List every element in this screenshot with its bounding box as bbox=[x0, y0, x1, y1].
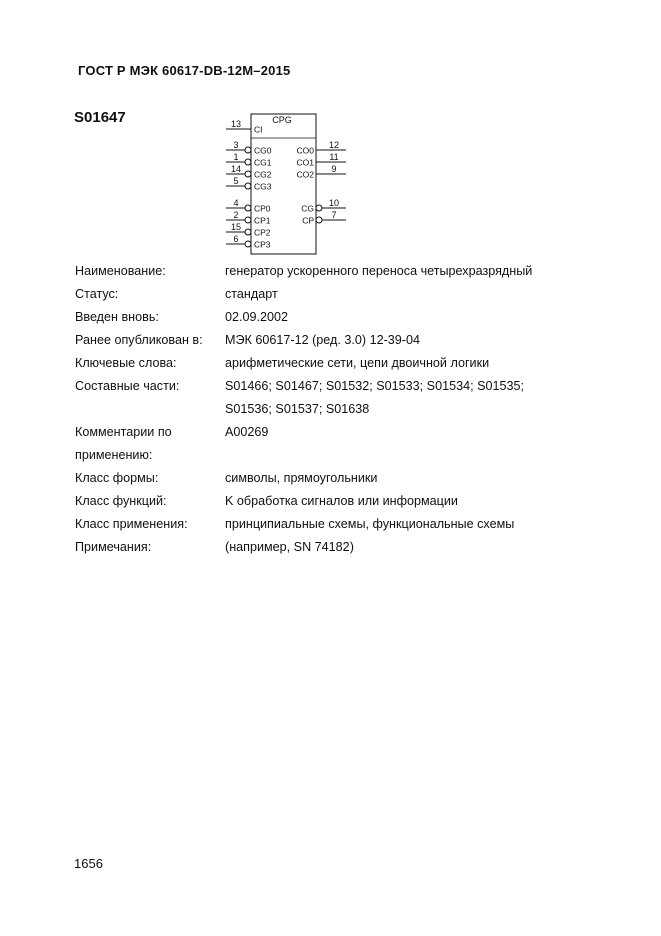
property-value-line: S01466; S01467; S01532; S01533; S01534; S01535; bbox=[225, 379, 525, 393]
pins-layer bbox=[226, 119, 346, 250]
property-value bbox=[225, 444, 585, 467]
negation-circle bbox=[245, 241, 251, 247]
left-pin-label: CG1 bbox=[254, 157, 272, 168]
property-value-line: арифметические сети, цепи двоичной логики bbox=[225, 356, 490, 370]
property-value-line: S01536; S01537; S01638 bbox=[225, 402, 370, 416]
negation-circle bbox=[245, 183, 251, 189]
left-pin-number: 6 bbox=[233, 234, 239, 244]
negation-circle bbox=[316, 205, 322, 211]
property-row bbox=[75, 513, 585, 536]
negation-circle bbox=[245, 205, 251, 211]
property-value bbox=[225, 490, 585, 513]
property-value bbox=[225, 352, 585, 375]
properties-table bbox=[75, 260, 585, 559]
property-label: Составные части: bbox=[75, 379, 180, 393]
left-pin-label: CP3 bbox=[254, 239, 271, 250]
symbol-code: S01647 bbox=[74, 109, 126, 126]
left-pin-label: CG0 bbox=[254, 145, 272, 156]
left-pin-label: CP0 bbox=[254, 203, 271, 214]
left-pin-number: 14 bbox=[230, 164, 242, 174]
property-label: применению: bbox=[75, 448, 153, 462]
property-label: Класс применения: bbox=[75, 517, 188, 531]
property-value bbox=[225, 421, 585, 444]
right-pin-number: 11 bbox=[329, 152, 339, 162]
right-pin-label: CO1 bbox=[296, 157, 314, 168]
left-pin-label: CP1 bbox=[254, 215, 271, 226]
property-row bbox=[75, 329, 585, 352]
left-pin-number: 4 bbox=[233, 198, 239, 208]
property-value-line: символы, прямоугольники bbox=[225, 471, 378, 485]
property-value-line: генератор ускоренного переноса четырехразрядный bbox=[225, 264, 533, 278]
property-value-line: K обработка сигналов или информации bbox=[225, 494, 458, 508]
property-label: Примечания: bbox=[75, 540, 152, 554]
symbol-title: CPG bbox=[272, 115, 292, 125]
right-pin-label: CO2 bbox=[296, 169, 314, 180]
property-row bbox=[75, 536, 585, 559]
left-pin-label: CG2 bbox=[254, 169, 272, 180]
property-value bbox=[225, 375, 585, 421]
property-value-line: 02.09.2002 bbox=[225, 310, 289, 324]
property-label: Комментарии по bbox=[75, 425, 172, 439]
property-value bbox=[225, 283, 585, 306]
property-row bbox=[75, 306, 585, 329]
right-pin-label: CP bbox=[302, 215, 314, 226]
property-label: Класс формы: bbox=[75, 471, 159, 485]
logic-symbol-diagram bbox=[224, 112, 348, 256]
property-value-line: стандарт bbox=[225, 287, 278, 301]
page-number: 1656 bbox=[74, 856, 103, 871]
property-row bbox=[75, 444, 585, 467]
property-value bbox=[225, 536, 585, 559]
right-pin-number: 9 bbox=[331, 164, 337, 174]
right-pin-label: CO0 bbox=[296, 145, 314, 156]
negation-circle bbox=[245, 217, 251, 223]
left-pin-number: 15 bbox=[230, 222, 242, 232]
right-pin-number: 10 bbox=[328, 198, 340, 208]
negation-circle bbox=[316, 217, 322, 223]
property-label: Статус: bbox=[75, 287, 119, 301]
negation-circle bbox=[245, 229, 251, 235]
property-value-line: принципиальные схемы, функциональные схемы bbox=[225, 517, 515, 531]
property-row bbox=[75, 467, 585, 490]
right-pin-label: CG bbox=[301, 203, 314, 214]
left-pin-label: CG3 bbox=[254, 181, 272, 192]
property-row bbox=[75, 421, 585, 444]
left-pin-number: 1 bbox=[233, 152, 239, 162]
property-row bbox=[75, 283, 585, 306]
property-row bbox=[75, 490, 585, 513]
property-value-line: (например, SN 74182) bbox=[225, 540, 354, 554]
left-pin-label: CP2 bbox=[254, 227, 271, 238]
property-value bbox=[225, 513, 585, 536]
property-label: Наименование: bbox=[75, 264, 166, 278]
property-value bbox=[225, 467, 585, 490]
right-pin-number: 12 bbox=[328, 140, 340, 150]
property-value-line: МЭК 60617-12 (ред. 3.0) 12-39-04 bbox=[225, 333, 420, 347]
property-row bbox=[75, 260, 585, 283]
negation-circle bbox=[245, 159, 251, 165]
property-row bbox=[75, 352, 585, 375]
property-label: Класс функций: bbox=[75, 494, 167, 508]
left-pin-number: 5 bbox=[233, 176, 239, 186]
negation-circle bbox=[245, 171, 251, 177]
left-pin-number: 2 bbox=[233, 210, 239, 220]
left-pin-number: 13 bbox=[230, 119, 242, 129]
property-label: Введен вновь: bbox=[75, 310, 159, 324]
left-pin-label: CI bbox=[254, 124, 263, 135]
right-pin-number: 7 bbox=[331, 210, 337, 220]
property-value bbox=[225, 329, 585, 352]
property-label: Ранее опубликован в: bbox=[75, 333, 203, 347]
left-pin-number: 3 bbox=[233, 140, 239, 150]
document-header: ГОСТ Р МЭК 60617-DB-12M–2015 bbox=[78, 63, 291, 78]
property-value bbox=[225, 260, 585, 283]
property-row bbox=[75, 375, 585, 421]
property-label: Ключевые слова: bbox=[75, 356, 177, 370]
property-value bbox=[225, 306, 585, 329]
negation-circle bbox=[245, 147, 251, 153]
property-value-line: A00269 bbox=[225, 425, 269, 439]
